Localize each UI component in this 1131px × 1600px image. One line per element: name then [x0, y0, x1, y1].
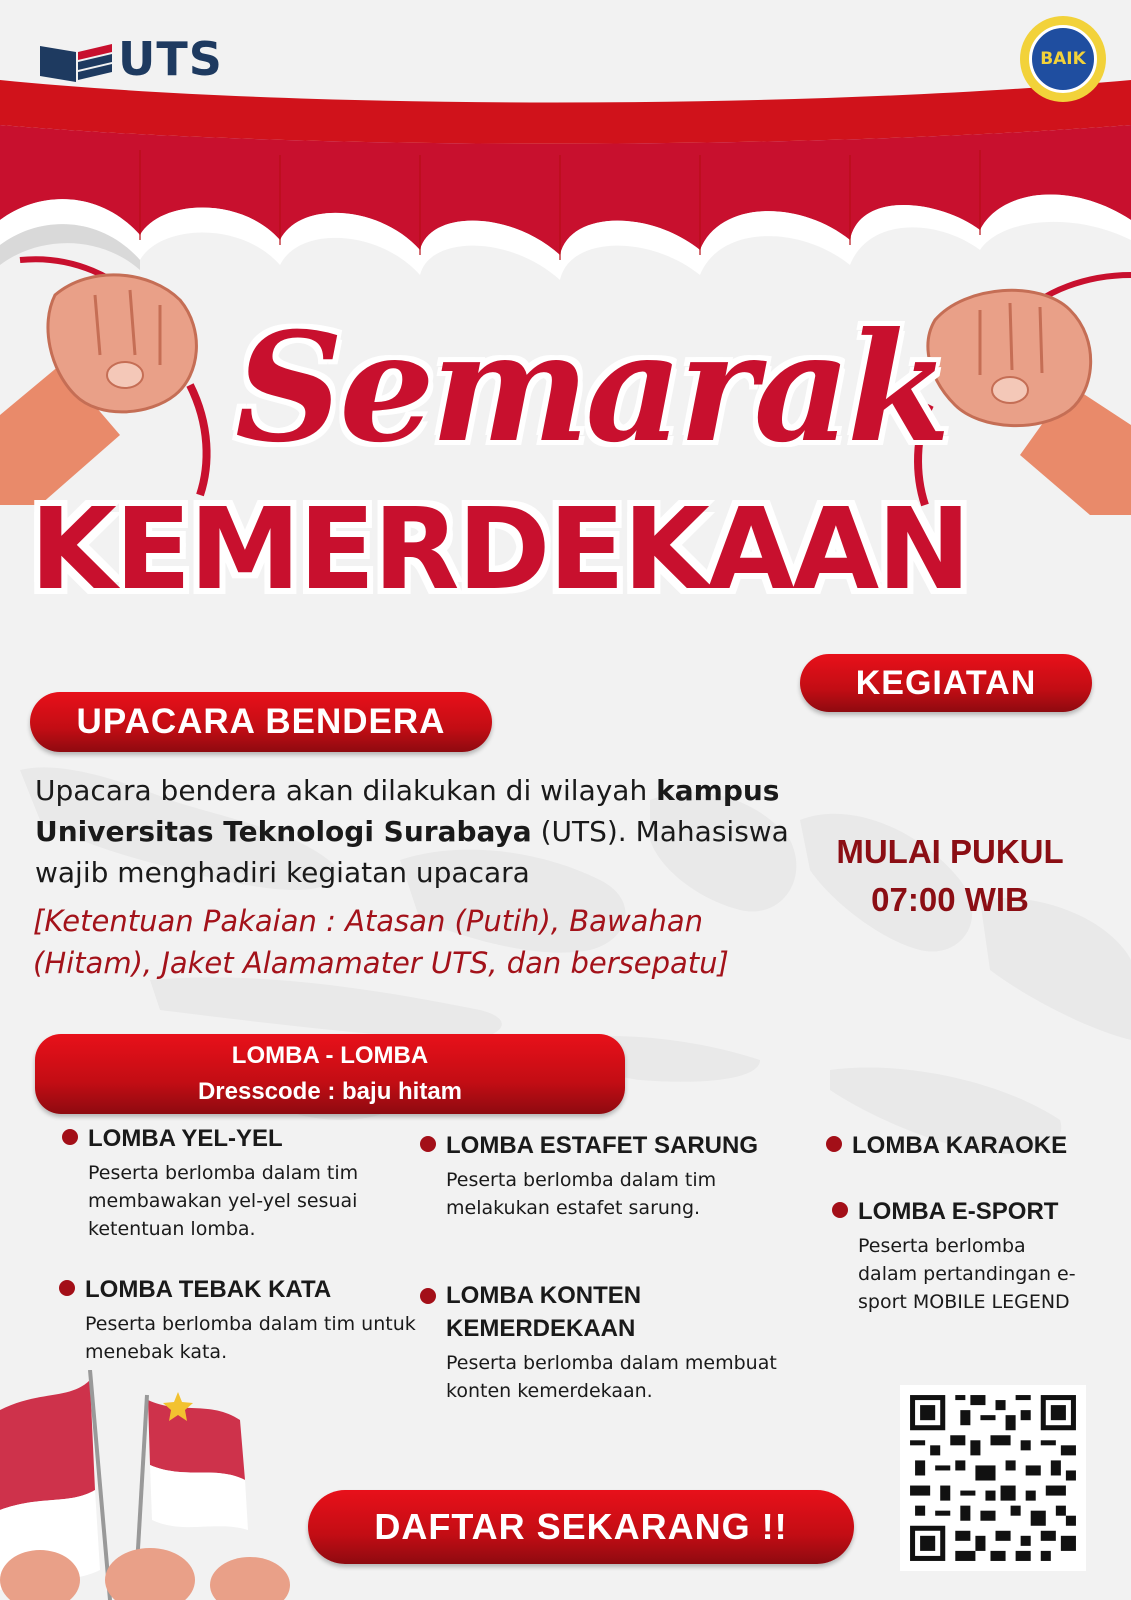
baik-badge-text: BAIK: [1029, 25, 1097, 93]
lomba-label-line1: LOMBA - LOMBA: [231, 1042, 429, 1069]
lomba-item-karaoke: [826, 1129, 1126, 1162]
lomba-item-desc: Peserta berlomba dalam membuat konten kemerdekaan.: [446, 1352, 777, 1402]
lomba-item-konten-kemerdekaan: [420, 1279, 790, 1405]
upacara-text-part1: Upacara bendera akan dilakukan di wilayah: [35, 774, 657, 807]
lomba-item-title: LOMBA TEBAK KATA: [85, 1276, 332, 1303]
lomba-label: [35, 1034, 625, 1114]
flags-and-hands-decoration: [0, 1370, 300, 1600]
script-title: Semarak: [235, 300, 947, 476]
lomba-item-tebak-kata: [59, 1273, 419, 1366]
upacara-description: [35, 770, 795, 893]
lomba-item-desc: Peserta berlomba dalam pertandingan e-sport MOBILE LEGEND: [858, 1235, 1076, 1313]
bullet-icon: [420, 1136, 436, 1152]
lomba-item-estafet-sarung: [420, 1129, 780, 1222]
lomba-item-desc: Peserta berlomba dalam tim melakukan estafet sarung.: [446, 1169, 717, 1219]
dress-code-rules: [Ketentuan Pakaian : Atasan (Putih), Bawahan (Hitam), Jaket Alamamater UTS, dan bersepatu]: [33, 904, 729, 980]
lomba-item-title: LOMBA KARAOKE: [852, 1132, 1068, 1159]
left-fist-illustration: [0, 255, 250, 515]
upacara-bendera-label: UPACARA BENDERA: [30, 692, 492, 752]
upacara-text-part2: (UTS). Mahasiswa wajib menghadiri kegiatan upacara: [35, 815, 789, 889]
main-title: KEMERDEKAAN: [30, 485, 969, 615]
lomba-item-title: LOMBA YEL-YEL: [88, 1125, 283, 1152]
bullet-icon: [832, 1202, 848, 1218]
start-time: [820, 828, 1080, 924]
qr-code[interactable]: [900, 1385, 1086, 1571]
start-time-line2: 07:00 WIB: [871, 881, 1029, 918]
uts-logo: [40, 32, 240, 88]
daftar-sekarang-button[interactable]: DAFTAR SEKARANG !!: [308, 1490, 854, 1564]
lomba-item-title: LOMBA KONTEN KEMERDEKAAN: [446, 1282, 642, 1342]
lomba-item-title: LOMBA E-SPORT: [858, 1198, 1059, 1225]
uts-book-icon: [40, 42, 112, 82]
lomba-item-yel-yel: [62, 1122, 422, 1243]
lomba-item-desc: Peserta berlomba dalam tim membawakan yel-yel sesuai ketentuan lomba.: [88, 1162, 359, 1240]
lomba-item-desc: Peserta berlomba dalam tim untuk menebak kata.: [85, 1313, 416, 1363]
upacara-text-bold: kampus Universitas Teknologi Surabaya: [35, 774, 780, 848]
bullet-icon: [59, 1280, 75, 1296]
bullet-icon: [62, 1129, 78, 1145]
bullet-icon: [420, 1288, 436, 1304]
uts-logo-text: UTS: [118, 32, 223, 86]
start-time-line1: MULAI PUKUL: [836, 833, 1064, 870]
bullet-icon: [826, 1136, 842, 1152]
kegiatan-label: KEGIATAN: [800, 654, 1092, 712]
baik-badge-logo: [1020, 16, 1106, 102]
lomba-dresscode: Dresscode : baju hitam: [197, 1078, 463, 1105]
lomba-item-title: LOMBA ESTAFET SARUNG: [446, 1132, 758, 1159]
lomba-item-e-sport: [832, 1195, 1082, 1316]
